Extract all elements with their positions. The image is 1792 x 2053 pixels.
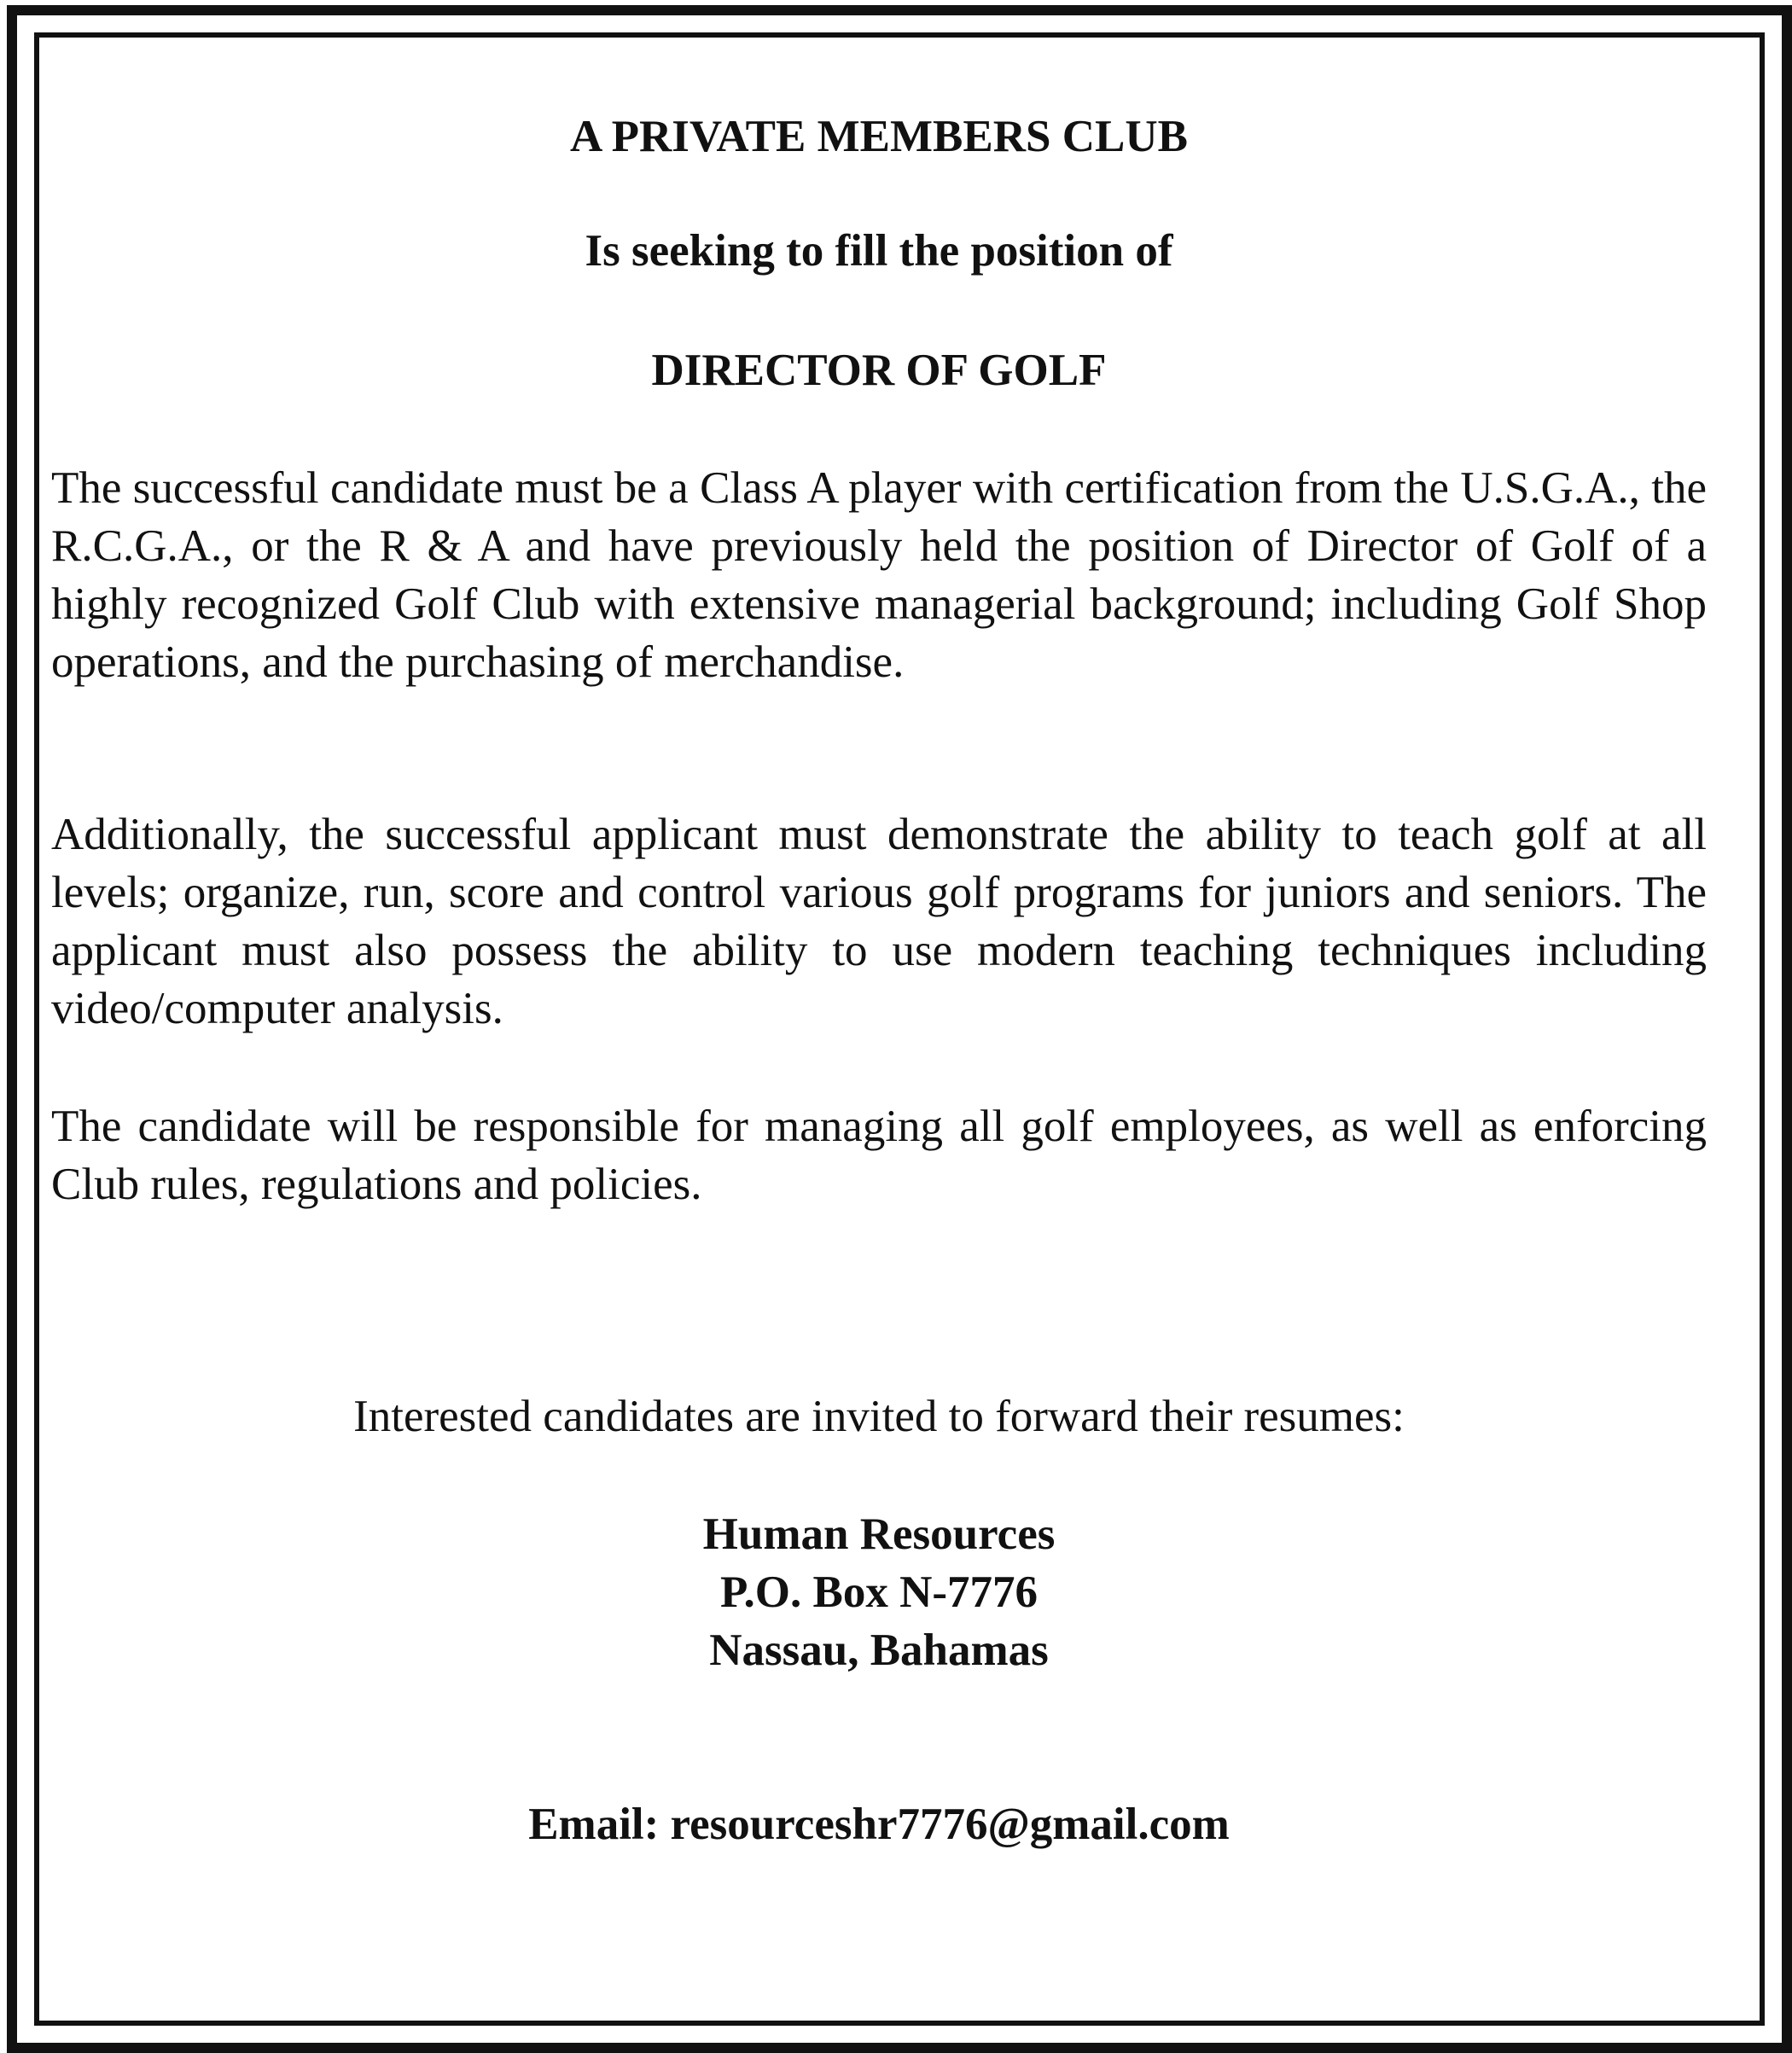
address-line-po-box: P.O. Box N-7776 [719, 1567, 1038, 1617]
club-title: A PRIVATE MEMBERS CLUB [570, 112, 1188, 161]
address-line-department: Human Resources [702, 1509, 1056, 1559]
skills-paragraph: Additionally, the successful applicant must demonstrate the ability to teach golf at all levels; organize, run, score and control various golf programs for juniors and seniors. The applicant must also possess the ability to use modern teaching techniques including video/computer analysis. [51, 810, 1707, 1033]
job-advertisement [51, 0, 1707, 2048]
contact-email[interactable]: Email: resourceshr7776@gmail.com [528, 1800, 1230, 1849]
position-title: DIRECTOR OF GOLF [651, 346, 1107, 395]
responsibilities-paragraph: The candidate will be responsible for managing all golf employees, as well as enforcing Club rules, regulations and policies. [51, 1102, 1707, 1209]
address-line-city: Nassau, Bahamas [709, 1626, 1049, 1675]
requirements-paragraph: The successful candidate must be a Class A player with certification from the U.S.G.A., the R.C.G.A., or the R & A and have previously held the position of Director of Golf of a highly recognized Golf Club with extensive managerial background; including Golf Shop operations, and the purchasing of merchandise. [51, 463, 1707, 687]
mailing-address [51, 1505, 1707, 1679]
invitation-text: Interested candidates are invited to forward their resumes: [353, 1392, 1405, 1441]
seeking-line: Is seeking to fill the position of [585, 226, 1173, 276]
